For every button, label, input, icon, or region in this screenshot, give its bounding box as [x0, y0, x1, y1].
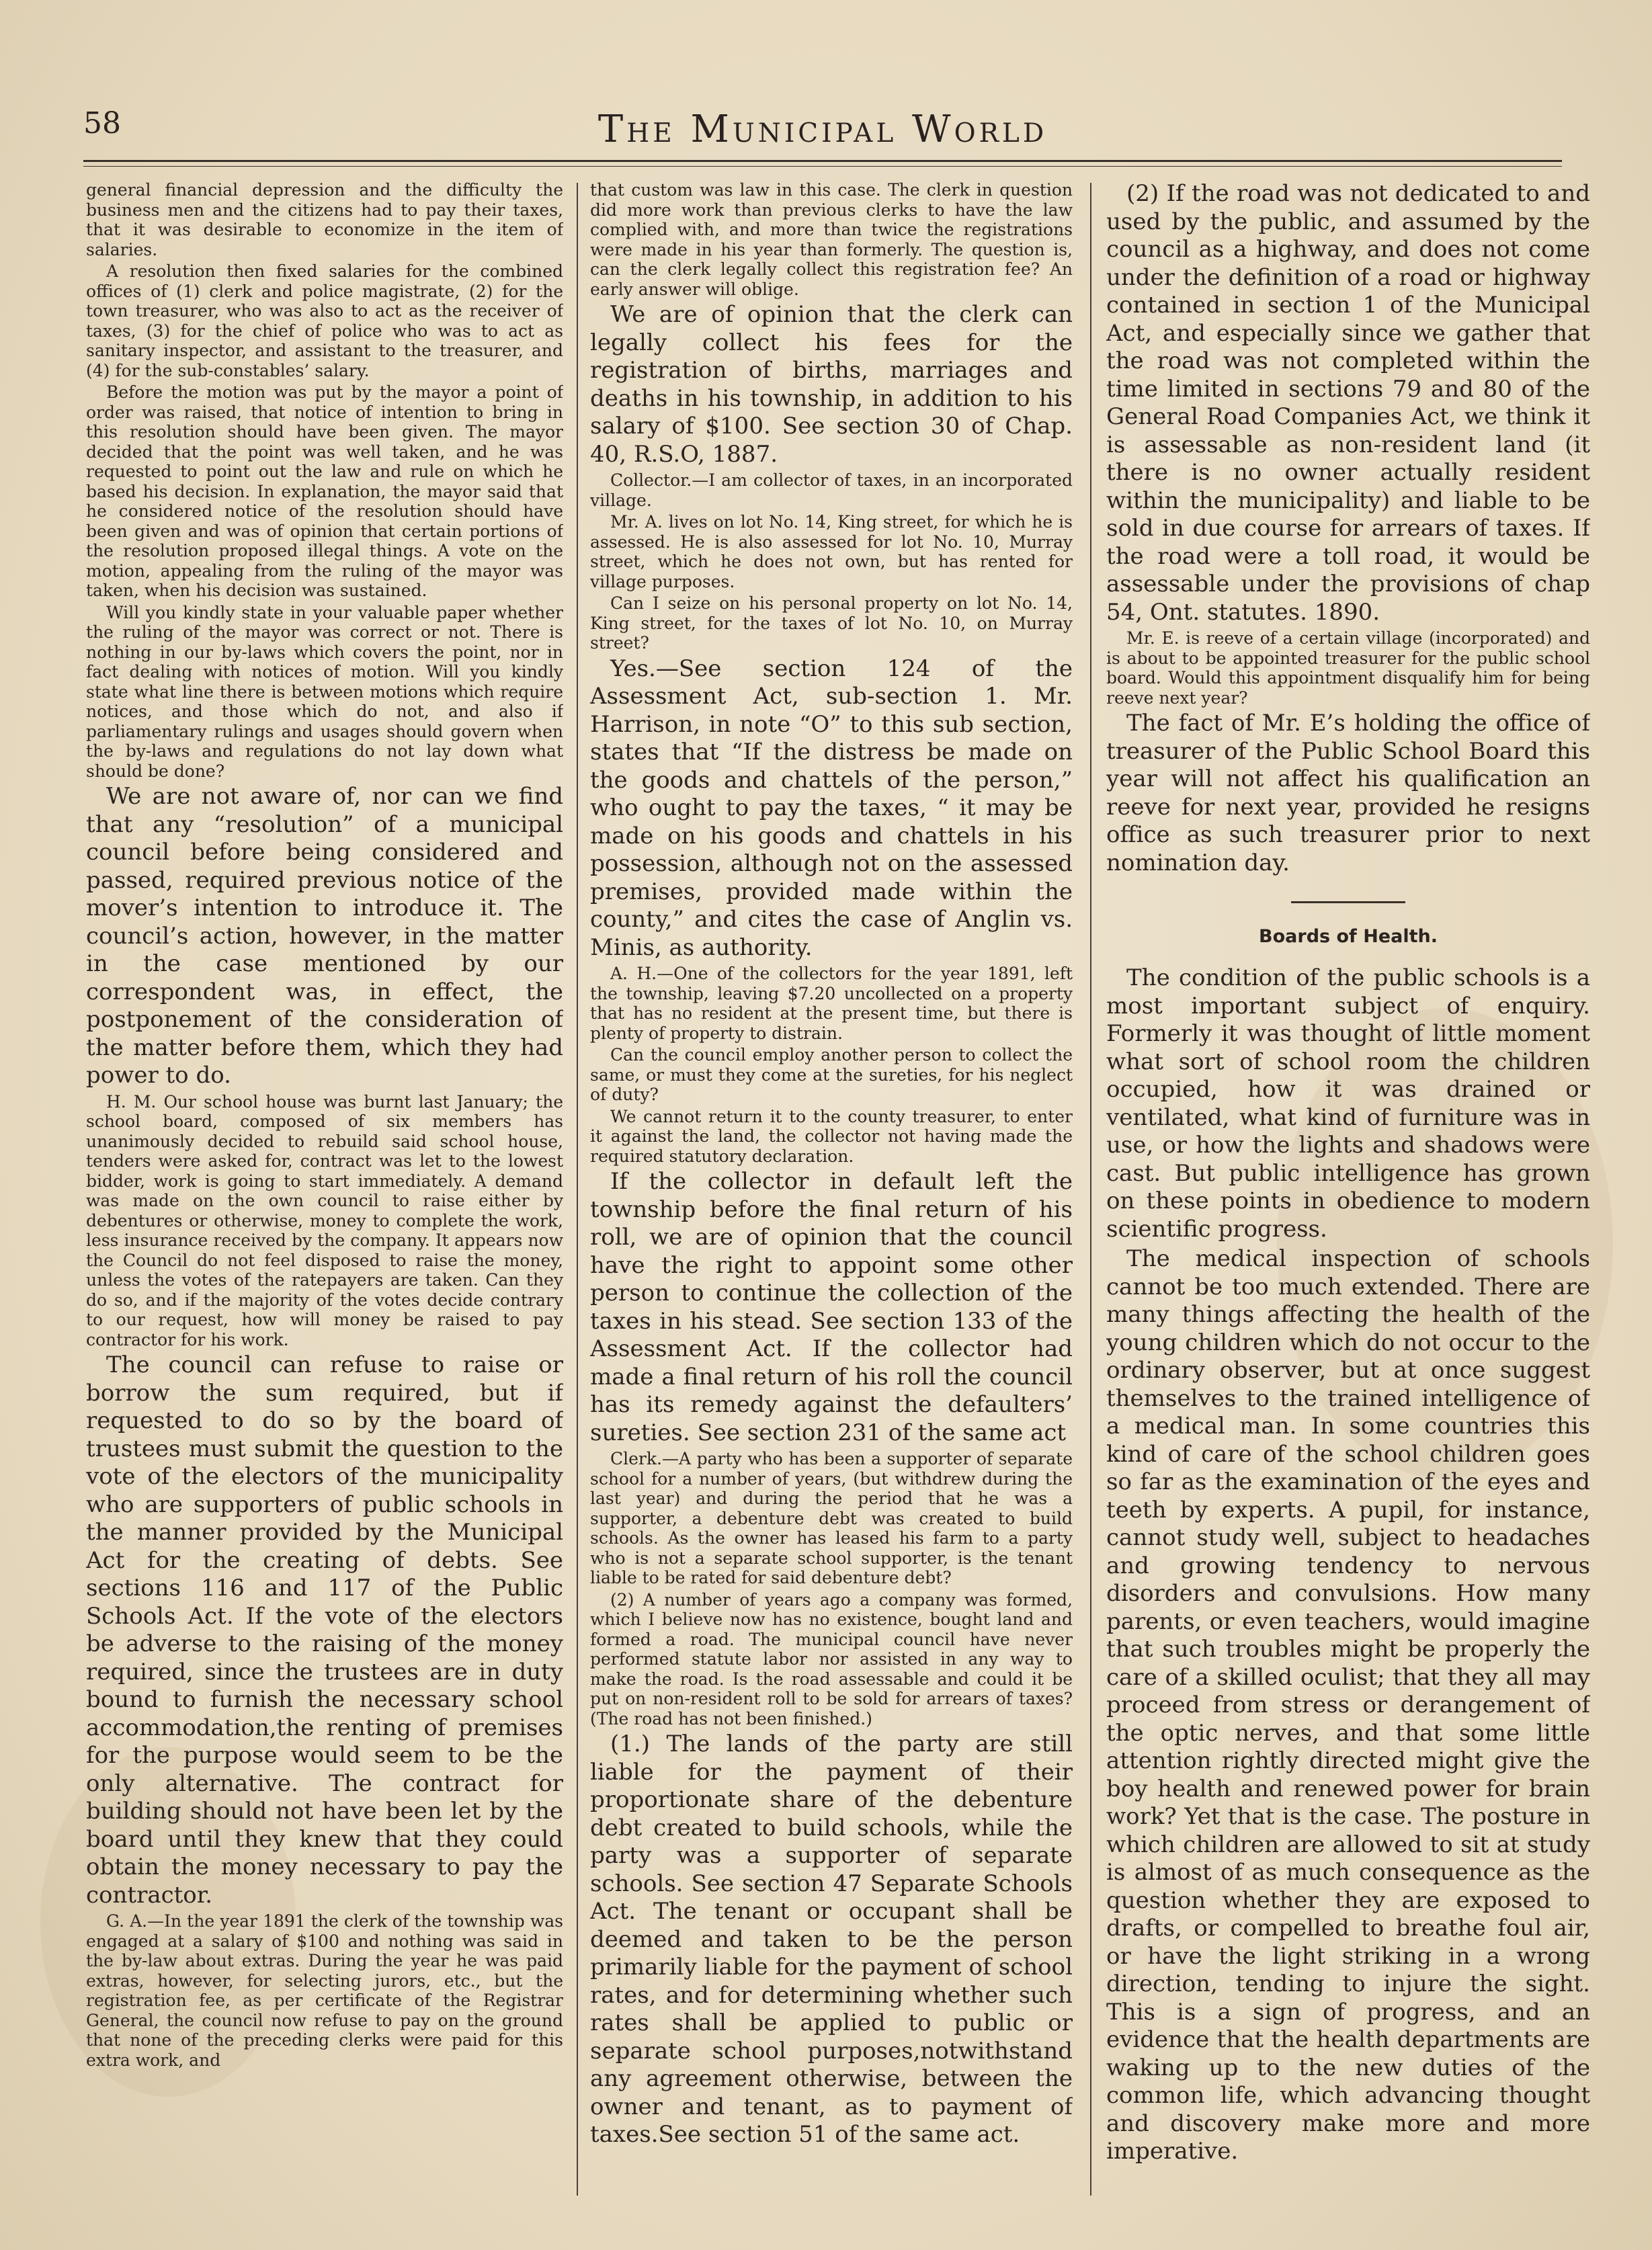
editorial-answer-paragraph: (1.) The lands of the party are still liable for the payment of their proportionate share of the debenture debt created to build schools, while the party was a supporter of separate schools. See section 47 Separate Schools Act. The tenant or occupant shall be deemed and taken to be the person primarily liable for the payment of school rates, and for determining whether such rates shall be applied to public or separate school purposes,notwithstand any agreement otherwise, between the owner and tenant, as to payment of taxes.See section 51 of the same act.	[590, 1731, 1073, 2148]
editorial-answer-paragraph: Yes.—See section 124 of the Assessment Act, sub-section 1. Mr. Harrison, in note “O” to this sub section, states that “If the distress be made on the goods and chattels of the person,” who ought to pay the taxes, “ it may be made on his goods and chattels in his possession, although not on the assessed premises, provided made within the county,” and cites the case of Anglin vs. Minis, as authority.	[590, 655, 1073, 961]
page-number: 58	[83, 106, 121, 140]
correspondent-query-paragraph: Mr. E. is reeve of a certain village (incorporated) and is about to be appointed treasurer for the public school board. Would this appointment disqualify him for being reeve next year?	[1106, 628, 1590, 708]
correspondent-query-paragraph: (2) A number of years ago a company was formed, which I believe now has no existence, bought land and formed a road. The municipal council have never performed statute labor nor assisted in any way to make the road. Is the road assessable and could it be put on non-resident roll to be sold for arrears of taxes? (The road has not been finished.)	[590, 1589, 1073, 1728]
column-divider	[1090, 183, 1091, 2196]
column-divider	[577, 183, 578, 2196]
correspondent-query-paragraph: Collector.—I am collector of taxes, in an incorporated village.	[590, 470, 1073, 510]
correspondent-query-paragraph: Before the motion was put by the mayor a point of order was raised, that notice of intention to bring in this resolution should have been given. The mayor decided that the point was well taken, and he was requested to point out the law and rule on which he based his decision. In explanation, the mayor said that he considered notice of the resolution should have been given and was of opinion that certain portions of the resolution proposed illegal things. A vote on the motion, appealing from the ruling of the mayor was taken, when his decision was sustained.	[86, 382, 563, 600]
header-rule	[83, 160, 1562, 162]
editorial-answer-paragraph: The condition of the public schools is a most important subject of enquiry. Formerly it was thought of little moment what sort of school room the children occupied, how it was drained or ventilated, what kind of furniture was in use, or how the lights and shadows were cast. But public intelligence has grown on these points in obedience to modern scientific progress.	[1106, 964, 1590, 1243]
column-left	[86, 180, 563, 2196]
section-heading: Boards of Health.	[1259, 926, 1438, 947]
editorial-answer-paragraph: If the collector in default left the township before the final return of his roll, we are of opinion that the council have the right to appoint some other person to continue the collection of the taxes in his stead. See section 133 of the Assessment Act. If the collector had made a final return of his roll the council has its remedy against the defaulters’ sureties. See section 231 of the same act	[590, 1168, 1073, 1446]
correspondent-query-paragraph: G. A.—In the year 1891 the clerk of the township was engaged at a salary of $100 and nothing was said in the by-law about extras. During the year he was paid extras, however, for selecting jurors, etc., but the registration fee, as per certificate of the Registrar General, the council now refuse to pay on the ground that none of the preceding clerks were paid for this extra work, and	[86, 1911, 563, 2070]
correspondent-query-paragraph: that custom was law in this case. The clerk in question did more work than previous clerks to have the law complied with, and more than twice the registrations were made in his year than formerly. The question is, can the clerk legally collect this registration fee? An early answer will oblige.	[590, 180, 1073, 299]
column-middle	[590, 180, 1073, 2196]
editorial-answer-paragraph: We are of opinion that the clerk can legally collect his fees for the registration of births, marriages and deaths in his township, in addition to his salary of $100. See section 30 of Chap. 40, R.S.O, 1887.	[590, 301, 1073, 468]
correspondent-query-paragraph: A resolution then fixed salaries for the combined offices of (1) clerk and police magistrate, (2) for the town treasurer, who was also to act as the receiver of taxes, (3) for the chief of police who was to act as sanitary inspector, and assistant to the treasurer, and (4) for the sub-constables’ salary.	[86, 261, 563, 380]
column-right-qa	[1106, 180, 1590, 877]
column-right-article	[1106, 964, 1590, 2166]
editorial-answer-paragraph: (2) If the road was not dedicated to and used by the public, and assumed by the council as a highway, and does not come under the definition of a road or highway contained in section 1 of the Municipal Act, and especially since we gather that the road was not completed within the time limited in sections 79 and 80 of the General Road Companies Act, we think it is assessable as non-resident land (it there is no owner actually resident within the municipality) and liable to be sold in due course for arrears of taxes. If the road were a toll road, it would be assessable under the provisions of chap 54, Ont. statutes. 1890.	[1106, 180, 1590, 626]
section-rule	[1291, 901, 1405, 903]
editorial-answer-paragraph: The medical inspection of schools cannot be too much extended. There are many things affecting the health of the young children which do not occur to the ordinary observer, but at once suggest themselves to the trained intelligence of a medical man. In some countries this kind of care of the school children goes so far as the examination of the eyes and teeth by experts. A pupil, for instance, cannot study well, subject to headaches and growing tendency to nervous disorders and convulsions. How many parents, or even teachers, would imagine that such troubles might be properly the care of a skilled oculist; that they all may proceed from stress or derangement of the optic nerves, and that some little attention rightly directed might give the boy health and renewed power for brain work? Yet that is the case. The posture in which children are allowed to sit at study is almost of as much consequence as the question whether they are exposed to drafts, or compelled to breathe foul air, or have the light striking in a wrong direction, tending to injure the sight. This is a sign of progress, and an evidence that the health departments are waking up to the new duties of the common life, which advancing thought and discovery make more and more imperative.	[1106, 1245, 1590, 2165]
editorial-answer-paragraph: The council can refuse to raise or borrow the sum required, but if requested to do so by the board of trustees must submit the question to the vote of the electors of the municipality who are supporters of public schools in the manner provided by the Municipal Act for the creating of debts. See sections 116 and 117 of the Public Schools Act. If the vote of the electors be adverse to the raising of the money required, since the trustees are in duty bound to furnish the necessary school accommodation,the renting of premises for the purpose would seem to be the only alternative. The contract for building should not have been let by the board until they knew that they could obtain the money necessary to pay the contractor.	[86, 1351, 563, 1909]
correspondent-query-paragraph: We cannot return it to the county treasurer, to enter it against the land, the collector not having made the required statutory declaration.	[590, 1106, 1073, 1166]
column-right	[1106, 180, 1590, 2196]
editorial-answer-paragraph: We are not aware of, nor can we find that any “resolution” of a municipal council before being considered and passed, required previous notice of the mover’s intention to introduce it. The council’s action, however, in the matter in the case mentioned by our correspondent was, in effect, the postponement of the consideration of the matter before them, which they had power to do.	[86, 783, 563, 1089]
masthead	[83, 101, 1562, 155]
correspondent-query-paragraph: A. H.—One of the collectors for the year 1891, left the township, leaving $7.20 uncollected on a property that has no resident at the present time, but there is plenty of property to distrain.	[590, 964, 1073, 1043]
correspondent-query-paragraph: Can the council employ another person to collect the same, or must they come at the sureties, for his neglect of duty?	[590, 1045, 1073, 1104]
correspondent-query-paragraph: Mr. A. lives on lot No. 14, King street, for which he is assessed. He is also assessed for lot No. 10, Murray street, which he does not own, but has rented for village purposes.	[590, 512, 1073, 591]
correspondent-query-paragraph: Will you kindly state in your valuable paper whether the ruling of the mayor was correct or not. There is nothing in our by-laws which covers the point, nor in fact dealing with notices of motion. Will you kindly state what line there is between motions which require notices, and those which do not, and also if parliamentary rulings and usages should govern when the by-laws and regulations do not lay down what should be done?	[86, 602, 563, 781]
header-rule-thin	[83, 166, 1562, 167]
correspondent-query-paragraph: general financial depression and the difficulty the business men and the citizens had to pay their taxes, that it was desirable to economize in the item of salaries.	[86, 180, 563, 259]
correspondent-query-paragraph: Can I seize on his personal property on lot No. 14, King street, for the taxes of lot No. 10, on Murray street?	[590, 593, 1073, 653]
editorial-answer-paragraph: The fact of Mr. E’s holding the office of treasurer of the Public School Board this year will not affect his qualification an reeve for next year, provided he resigns office as such treasurer prior to next nomination day.	[1106, 710, 1590, 876]
correspondent-query-paragraph: Clerk.—A party who has been a supporter of separate school for a number of years, (but withdrew during the last year) and during the period that he was a supporter, a debenture debt was created to build schools. As the owner has leased his farm to a party who is not a separate school supporter, is the tenant liable to be rated for said debenture debt?	[590, 1449, 1073, 1587]
correspondent-query-paragraph: H. M. Our school house was burnt last January; the school board, composed of six members has unanimously decided to rebuild said school house, tenders were asked for, contract was let to the lowest bidder, work is going to start immediately. A demand was made on the own council to raise either by debentures or otherwise, money to complete the work, less insurance received by the company. It appears now the Council do not feel disposed to raise the money, unless the votes of the ratepayers are taken. Can they do so, and if the majority of the votes decide contrary to our request, how will money be raised to pay contractor for his work.	[86, 1091, 563, 1349]
publication-title: The Municipal World	[597, 108, 1048, 151]
